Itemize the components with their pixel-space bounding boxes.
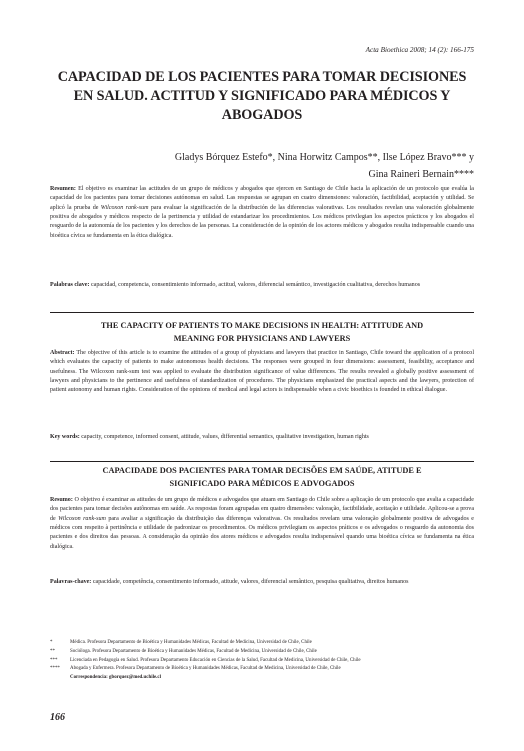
- title-line-2: EN SALUD. ACTITUD Y SIGNIFICADO PARA MÉDICOS Y: [73, 88, 451, 104]
- footnote-mark: **: [50, 648, 55, 654]
- keywords-english-text: capacity, competence, informed consent, attitude, values, differential semantics, qualitative investigation, human rights: [79, 434, 369, 440]
- correspondence-email: Correspondencia: gborquez@med.uchile.cl: [70, 675, 161, 681]
- footnote-text: Socióloga. Profesora Departamento de Bioética y Humanidades Médicas, Facultad de Medicina, Universidad de Chile, Chile: [70, 648, 317, 654]
- author-list: [144, 149, 474, 183]
- keywords-portuguese-text: capacidade, competência, consentimento informado, atitude, valores, diferencial semântico, pesquisa qualitativa, direitos humanos: [91, 579, 409, 585]
- authors-line-1: Gladys Bórquez Estefo*, Nina Horwitz Campos**, Ilse López Bravo*** y: [174, 152, 474, 163]
- keywords-english: [50, 433, 474, 442]
- abstract-spanish-text-a: El objetivo es examinar las actitudes de un grupo de médicos y abogados que ejercen en Santiago de Chile hacia la aplicación de un protocolo que evalúa la capacidad de los pacientes para tomar decisiones autónomas en salud. Las respuestas se agrupan en cuatro dimensiones: valoración, factibilidad, aceptación y utilidad. Se aplicó la prueba de: [50, 186, 474, 211]
- keywords-spanish-label: Palabras clave:: [50, 282, 90, 288]
- article-title: [50, 68, 474, 125]
- footnote: [50, 657, 480, 666]
- keywords-portuguese: [50, 578, 474, 587]
- footnote-mark: *: [50, 640, 53, 645]
- abstract-portuguese-italic: Wilcoxon rank-sum: [58, 515, 106, 522]
- english-title-line-2: MEANING FOR PHYSICIANS AND LAWYERS: [173, 333, 351, 343]
- keywords-english-label: Key words:: [50, 434, 80, 440]
- abstract-portuguese-label: Resumo:: [50, 497, 73, 503]
- abstract-spanish-italic: Wilcoxon rank-sum: [100, 204, 149, 211]
- footnotes: [50, 639, 480, 683]
- abstract-spanish: [50, 185, 474, 241]
- english-title-line-1: THE CAPACITY OF PATIENTS TO MAKE DECISIONS IN HEALTH: ATTITUDE AND: [100, 321, 424, 330]
- abstract-portuguese: [50, 496, 474, 552]
- footnote-mark: [50, 674, 70, 683]
- keywords-portuguese-label: Palavras-chave:: [50, 579, 92, 585]
- authors-line-2: Gina Raineri Bernain****: [368, 169, 474, 180]
- footnote-mark: ****: [50, 666, 60, 672]
- section-divider-1: [50, 312, 474, 313]
- footnote: [50, 674, 480, 683]
- portuguese-title-line-2: SIGNIFICADO PARA MÉDICOS E ADVOGADOS: [169, 478, 355, 488]
- abstract-portuguese-text-b: para avaliar a significação da distribuição das diferenças valorativas. Os resultados revelam uma valoração globalmente positiva de advogados e médicos com respeito à pertinência e utilidade de padronizar os procedimentos. Os médicos privilegiam os aspectos práticos e os advogados o resguardo da autonomia dos pacientes e dos direitos das pessoas. A consideração da opinião dos atores médicos e advogados resulta indispensável quando uma bioética cívica se fundamenta na ética dialógica.: [50, 515, 474, 550]
- section-divider-2: [50, 461, 474, 462]
- footnote-text: Abogada y Enfermera. Profesora Departamento de Bioética y Humanidades Médicas, Facultad de Medicina, Universidad de Chile, Chile: [70, 666, 341, 672]
- title-line-1: CAPACIDAD DE LOS PACIENTES PARA TOMAR DECISIONES: [57, 69, 467, 85]
- footnote: [50, 648, 480, 657]
- abstract-english: [50, 349, 474, 396]
- abstract-spanish-label: Resumen:: [50, 186, 76, 192]
- footnote: [50, 639, 480, 648]
- abstract-spanish-text-b: para evaluar la significación de la distribución de las diferencias valorativas. Los resultados revelan una valoración globalmente positiva de abogados y médicos respecto de la pertinencia y utilidad de estandarizar los procedimientos. Los médicos privilegian los aspectos prácticos y los abogados el resguardo de la autonomía de los pacientes y los derechos de las personas. La consideración de la opinión de los actores médicos y abogados resulta indispensable cuando una bioética cívica se fundamenta en la ética dialógica.: [50, 204, 474, 239]
- english-title: [50, 320, 474, 345]
- portuguese-title-line-1: CAPACIDADE DOS PACIENTES PARA TOMAR DECISÕES EM SAÚDE, ATITUDE E: [102, 466, 422, 475]
- abstract-english-text: The objective of this article is to examine the attitudes of a group of physicians and lawyers that practice in Santiago, Chile toward the application of a protocol which evaluates the capacity of patients to make autonomous health decisions. The responses were grouped in four dimensions: assessment, feasibility, acceptance and usefulness. The Wilcoxon rank-sum test was applied to evaluate the distribution significance of value differences. The results revealed a globally positive assessment of lawyers and physicians to the pertinence and usefulness of standardization of procedures. The physicians emphasized the practical aspects and the lawyers, protection of patient autonomy and human rights. Consideration of the opinions of medical and legal actors is indispensable when a civic bioethics is founded in ethical dialogue.: [50, 350, 474, 394]
- keywords-spanish-text: capacidad, competencia, consentimiento informado, actitud, valores, diferencial semántico, investigación cualitativa, derechos humanos: [89, 282, 421, 288]
- journal-reference: Acta Bioethica 2008; 14 (2): 166-175: [365, 46, 474, 54]
- footnote: [50, 665, 480, 674]
- footnote-text: Médica. Profesora Departamento de Bioética y Humanidades Médicas, Facultad de Medicina, Universidad de Chile, Chile: [70, 640, 312, 645]
- portuguese-title: [50, 465, 474, 490]
- page-number: 166: [50, 712, 65, 723]
- abstract-portuguese-text-a: O objetivo é examinar as atitudes de um grupo de médicos e advogados que atuam em Santiago do Chile sobre a aplicação de um protocolo que avalia a capacidade dos pacientes para tomar decisões autônomas em saúde. As respostas foram agrupadas em quatro dimensões: valoração, factibilidade, aceitação e utilidade. Aplicou-se a prova de: [50, 497, 474, 522]
- abstract-english-label: Abstract:: [50, 350, 75, 356]
- title-line-3: ABOGADOS: [221, 107, 303, 123]
- keywords-spanish: [50, 281, 474, 290]
- footnote-text: Licenciada en Pedagogía en Salud. Profesora Departamento Educación en Ciencias de la Salud, Facultad de Medicina, Universidad de Chile, Chile: [70, 657, 361, 663]
- footnote-mark: ***: [50, 657, 58, 663]
